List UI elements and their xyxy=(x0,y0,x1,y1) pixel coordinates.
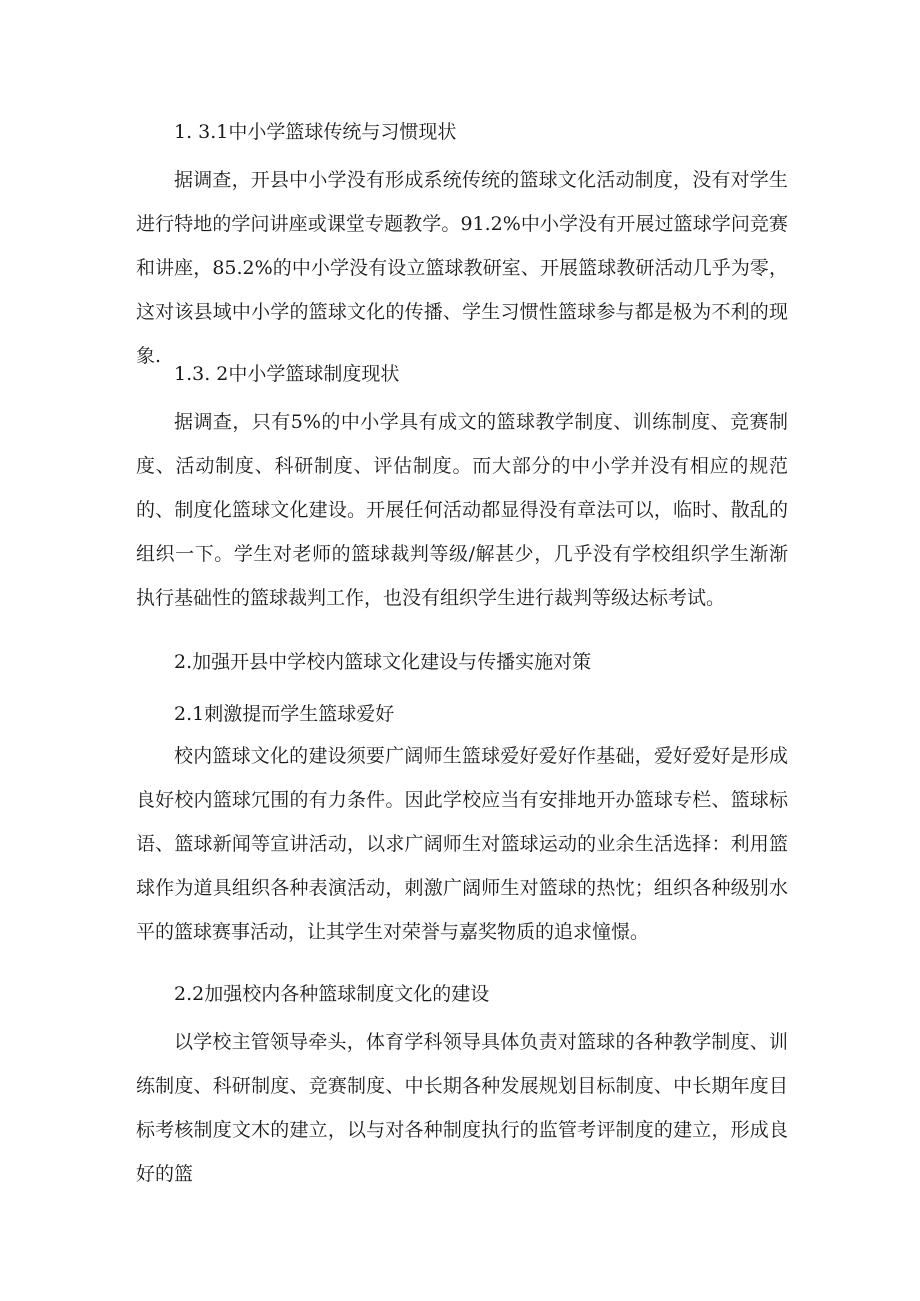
section-paragraph-1-3-2: 据调查，只有5%的中小学具有成文的篮球教学制度、训练制度、竞赛制度、活动制度、科研制度、评估制度。而大部分的中小学并没有相应的规范的、制度化篮球文化建设。开展任何活动都显得没有章法可以，临时、散乱的组织一下。学生对老师的篮球裁判等级/解甚少，几乎没有学校组织学生渐渐执行基础性的篮球裁判工作，也没有组织学生进行裁判等级达标考试。 xyxy=(136,411,788,609)
section-heading-2-1: 2.1刺激提而学生篮球爱好 xyxy=(174,703,395,725)
section-paragraph-2-2: 以学校主管领导牵头，体育学科领导具体负责对篮球的各种教学制度、训练制度、科研制度、竞赛制度、中长期各种发展规划目标制度、中长期年度目标考核制度文木的建立，以与对各种制度执行的监管考评制度的建立，形成良好的篮 xyxy=(136,1031,788,1185)
section-paragraph-1-3-1: 据调查，开县中小学没有形成系统传统的篮球文化活动制度，没有对学生进行特地的学问讲座或课堂专题教学。91.2%中小学没有开展过篮球学问竞赛和讲座，85.2%的中小学没有设立篮球教研室、开展篮球教研活动几乎为零，这对该县域中小学的篮球文化的传播、学生习惯性篮球参与都是极为不利的现象. xyxy=(136,169,788,367)
section-heading-2-2: 2.2加强校内各种篮球制度文化的建设 xyxy=(174,983,490,1005)
section-paragraph-2-1: 校内篮球文化的建设须要广阔师生篮球爱好爱好作基础，爱好爱好是形成良好校内篮球冗围的有力条件。因此学校应当有安排地开办篮球专栏、篮球标语、篮球新闻等宣讲活动，以求广阔师生对篮球运动的业余生活选择：利用篮球作为道具组织各种表演活动，刺激广阔师生对篮球的热忱；组织各种级别水平的篮球赛事活动，让其学生对荣誉与嘉奖物质的追求憧憬。 xyxy=(136,745,788,943)
section-heading-1-3-2: 1.3. 2中小学篮球制度现状 xyxy=(174,363,400,385)
section-heading-1-3-1: 1. 3.1中小学篮球传统与习惯现状 xyxy=(174,121,457,143)
section-heading-2: 2.加强开县中学校内篮球文化建设与传播实施对策 xyxy=(174,651,592,673)
